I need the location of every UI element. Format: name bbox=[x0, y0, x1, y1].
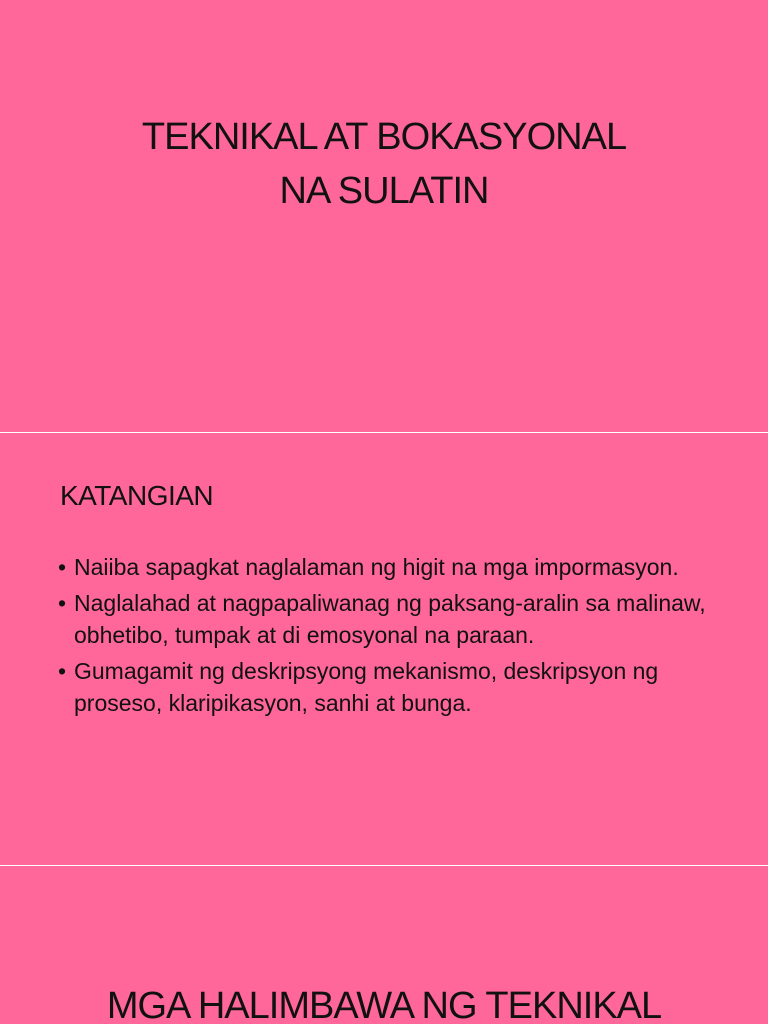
bullet-item bbox=[58, 587, 708, 651]
title-slide bbox=[0, 0, 768, 432]
slide-heading: KATANGIAN bbox=[60, 480, 214, 511]
bullet-text: Naiiba sapagkat naglalaman ng higit na mga impormasyon. bbox=[74, 554, 679, 580]
slide-title-line-1: TEKNIKAL AT BOKASYONAL bbox=[141, 116, 627, 158]
bullet-icon: • bbox=[58, 590, 67, 616]
next-slide-partial bbox=[0, 866, 768, 1024]
slide-title-line-2: NA SULATIN bbox=[279, 170, 489, 212]
next-slide-title: MGA HALIMBAWA NG TEKNIKAL bbox=[106, 985, 662, 1024]
bullet-item bbox=[58, 655, 708, 719]
bullet-icon: • bbox=[58, 554, 67, 580]
bullet-item bbox=[58, 551, 708, 583]
bullet-icon: • bbox=[58, 658, 67, 684]
content-slide bbox=[0, 433, 768, 865]
bullet-list bbox=[58, 551, 708, 723]
bullet-text: Naglalahad at nagpapaliwanag ng paksang-aralin sa malinaw, obhetibo, tumpak at di emosyonal na paraan. bbox=[74, 590, 706, 648]
bullet-text: Gumagamit ng deskripsyong mekanismo, deskripsyon ng proseso, klaripikasyon, sanhi at bunga. bbox=[74, 658, 659, 716]
